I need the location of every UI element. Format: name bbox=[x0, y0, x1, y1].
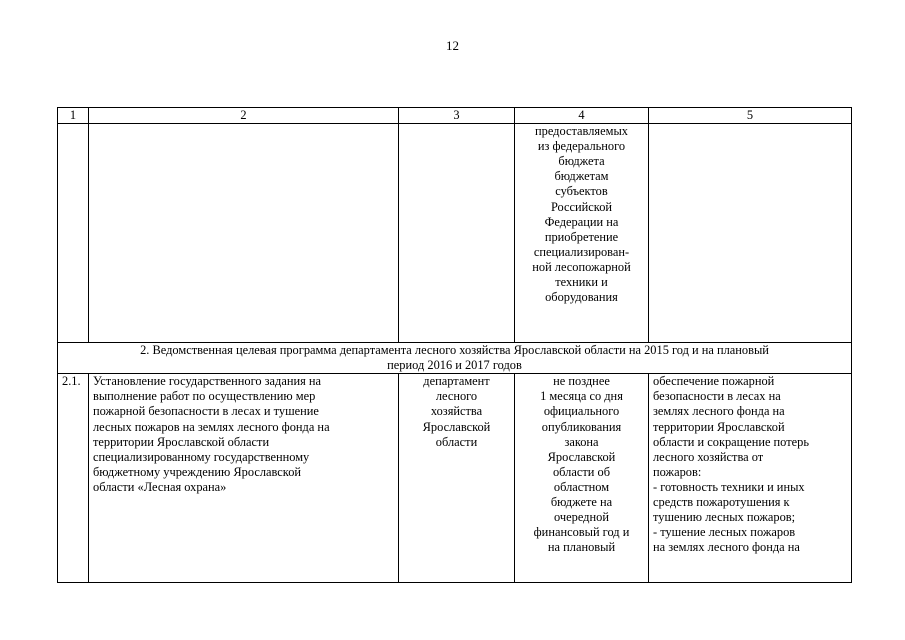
table-header-row bbox=[58, 108, 852, 124]
text-line: ной лесопожарной bbox=[532, 259, 631, 274]
text-line: пожарной безопасности в лесах и тушение bbox=[93, 404, 319, 419]
text-line: департамент bbox=[423, 374, 490, 389]
section-title-row bbox=[58, 343, 852, 374]
text-line: обеспечение пожарной bbox=[653, 374, 775, 389]
document-table bbox=[57, 107, 852, 583]
text-line: предоставляемых bbox=[535, 124, 628, 139]
text-line: 2. Ведомственная целевая программа департамента лесного хозяйства Ярославской области на 2015 год и на плановый bbox=[140, 343, 769, 358]
text-line: области и сокращение потерь bbox=[653, 434, 809, 449]
text-line: территории Ярославской bbox=[653, 419, 785, 434]
text-line: бюджетному учреждению Ярославской bbox=[93, 464, 302, 479]
row-number: 2.1. bbox=[58, 374, 89, 583]
section-title bbox=[58, 343, 852, 374]
text-line: тушению лесных пожаров; bbox=[653, 510, 796, 525]
cont-cell-3 bbox=[399, 124, 515, 343]
text-line: области bbox=[435, 434, 478, 449]
text-line: специализированному государственному bbox=[93, 449, 310, 464]
text-line: пожаров: bbox=[653, 464, 702, 479]
text-line: Ярославской bbox=[422, 419, 491, 434]
text-line: лесного bbox=[435, 389, 478, 404]
text-line: землях лесного фонда на bbox=[653, 404, 785, 419]
header-col-3: 3 bbox=[399, 108, 515, 124]
text-line: безопасности в лесах на bbox=[653, 389, 781, 404]
text-line: территории Ярославской области bbox=[93, 434, 270, 449]
text-line: - тушение лесных пожаров bbox=[653, 525, 796, 540]
text-line: не позднее bbox=[553, 374, 610, 389]
text-line: период 2016 и 2017 годов bbox=[387, 358, 522, 373]
cont-cell-2 bbox=[89, 124, 399, 343]
text-line: области об bbox=[552, 464, 611, 479]
text-line: областном bbox=[553, 479, 610, 494]
header-col-4: 4 bbox=[515, 108, 649, 124]
text-line: средств пожаротушения к bbox=[653, 495, 790, 510]
text-line: лесного хозяйства от bbox=[653, 449, 764, 464]
text-line: техники и bbox=[555, 275, 608, 290]
table-row-continuation bbox=[58, 124, 852, 343]
text-line: специализирован- bbox=[533, 244, 630, 259]
table-row-2-1 bbox=[58, 374, 852, 583]
text-line: лесных пожаров на землях лесного фонда на bbox=[93, 419, 330, 434]
text-line: субъектов bbox=[555, 184, 608, 199]
result-cell bbox=[649, 374, 852, 583]
cont-cell-1 bbox=[58, 124, 89, 343]
cont-cell-5 bbox=[649, 124, 852, 343]
cont-cell-4 bbox=[515, 124, 649, 343]
text-line: бюджетам bbox=[554, 169, 609, 184]
text-line: оборудования bbox=[545, 290, 618, 305]
measure-cell bbox=[89, 374, 399, 583]
text-line: области «Лесная охрана» bbox=[93, 479, 227, 494]
text-line: на землях лесного фонда на bbox=[653, 540, 800, 555]
text-line: бюджете на bbox=[550, 495, 613, 510]
text-line: из федерального bbox=[537, 139, 626, 154]
text-line: бюджета bbox=[558, 154, 605, 169]
executor-cell bbox=[399, 374, 515, 583]
page-number: 12 bbox=[446, 38, 459, 53]
text-line: на плановый bbox=[547, 540, 616, 555]
header-col-5: 5 bbox=[649, 108, 852, 124]
text-line: приобретение bbox=[544, 229, 619, 244]
deadline-cell bbox=[515, 374, 649, 583]
text-line: закона bbox=[564, 434, 599, 449]
text-line: очередной bbox=[554, 510, 609, 525]
text-line: Установление государственного задания на bbox=[93, 374, 322, 389]
text-line: опубликования bbox=[541, 419, 622, 434]
text-line: финансовый год и bbox=[533, 525, 630, 540]
text-line: 1 месяца со дня bbox=[540, 389, 623, 404]
text-line: Российской bbox=[550, 199, 613, 214]
header-col-1: 1 bbox=[58, 108, 89, 124]
header-col-2: 2 bbox=[89, 108, 399, 124]
text-line: хозяйства bbox=[430, 404, 483, 419]
text-line: - готовность техники и иных bbox=[653, 479, 805, 494]
text-line: Федерации на bbox=[544, 214, 619, 229]
text-line: официального bbox=[543, 404, 620, 419]
text-line: выполнение работ по осуществлению мер bbox=[93, 389, 316, 404]
text-line: Ярославской bbox=[547, 449, 616, 464]
